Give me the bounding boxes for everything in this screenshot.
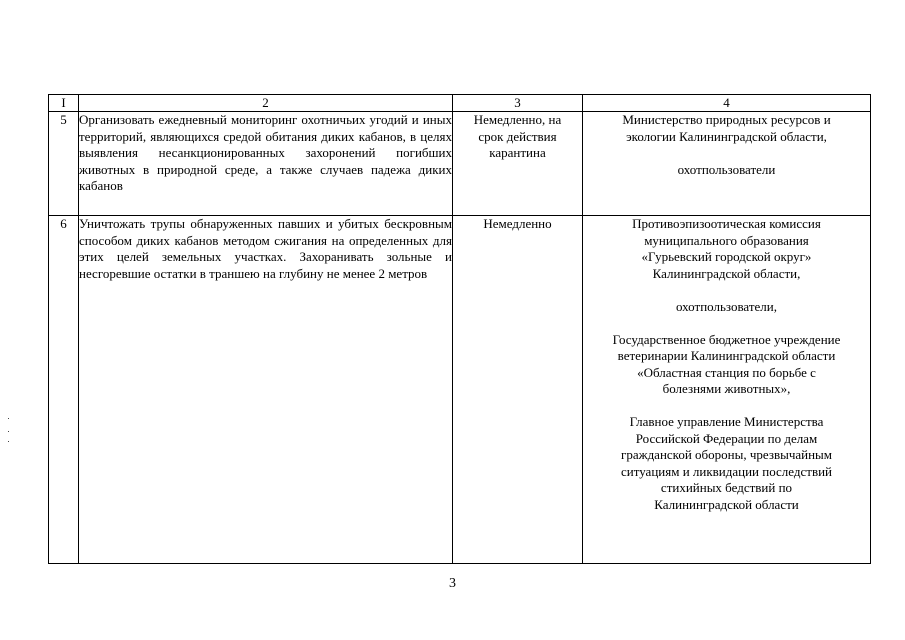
executor-line: Главное управление Министерства xyxy=(629,414,824,429)
header-col-1: I xyxy=(49,95,79,112)
executor-line: Противоэпизоотическая комиссия xyxy=(632,216,821,231)
executor-line: ситуациям и ликвидации последствий xyxy=(620,463,833,479)
table-header-row xyxy=(49,95,871,112)
row-number: 6 xyxy=(49,216,79,564)
header-col-3: 3 xyxy=(453,95,583,112)
term-line: карантина xyxy=(489,145,546,160)
executor-line: экологии Калининградской области, xyxy=(626,128,827,144)
executor-line: Государственное бюджетное учреждение xyxy=(612,331,841,347)
table-row xyxy=(49,112,871,216)
executor-line: болезнями животных», xyxy=(662,381,791,396)
executor-line: ветеринарии Калининградской области xyxy=(617,348,836,363)
scan-speck xyxy=(8,441,9,442)
term-cell xyxy=(453,216,583,564)
executors-cell xyxy=(583,112,871,216)
header-col-2: 2 xyxy=(79,95,453,112)
executor-line: муниципального образования xyxy=(644,232,809,248)
executor-line: Калининградской области xyxy=(654,496,799,512)
executor-line: стихийных бедствий по xyxy=(660,480,793,495)
executors-cell xyxy=(583,216,871,564)
executor-line: охотпользователи xyxy=(677,161,776,177)
table-row xyxy=(49,216,871,564)
header-col-4: 4 xyxy=(583,95,871,112)
executor-line: «Областная станция по борьбе с xyxy=(637,364,816,380)
term-line: Немедленно xyxy=(483,216,552,231)
executor-line: Российской Федерации по делам xyxy=(635,430,818,446)
row-number: 5 xyxy=(49,112,79,216)
executor-line: Калининградской области, xyxy=(652,265,801,281)
page-number: 3 xyxy=(449,576,456,591)
measures-table xyxy=(48,94,871,564)
executor-line: гражданской обороны, чрезвычайным xyxy=(620,447,833,462)
scan-speck xyxy=(8,431,9,432)
measure-text: Организовать ежедневный мониторинг охотничьих угодий и иных территорий, являющихся средой обитания диких кабанов, в целях выявления несанкционированных захоронений погибших животных в природной среде, а также случаев падежа диких кабанов xyxy=(79,112,453,216)
scan-speck xyxy=(8,418,9,419)
executor-line: Министерство природных ресурсов и xyxy=(622,112,831,127)
measure-text: Уничтожать трупы обнаруженных павших и убитых бескровным способом диких кабанов методом сжигания на определенных для этих целей земельных участках. Захоранивать зольные и несгоревшие остатки в траншею на глубину не менее 2 метров xyxy=(79,216,453,564)
term-line: Немедленно, на xyxy=(473,112,562,127)
term-line: срок действия xyxy=(478,128,557,144)
executor-line: «Гурьевский городской округ» xyxy=(641,249,812,264)
executor-line: охотпользователи, xyxy=(676,298,777,314)
term-cell xyxy=(453,112,583,216)
